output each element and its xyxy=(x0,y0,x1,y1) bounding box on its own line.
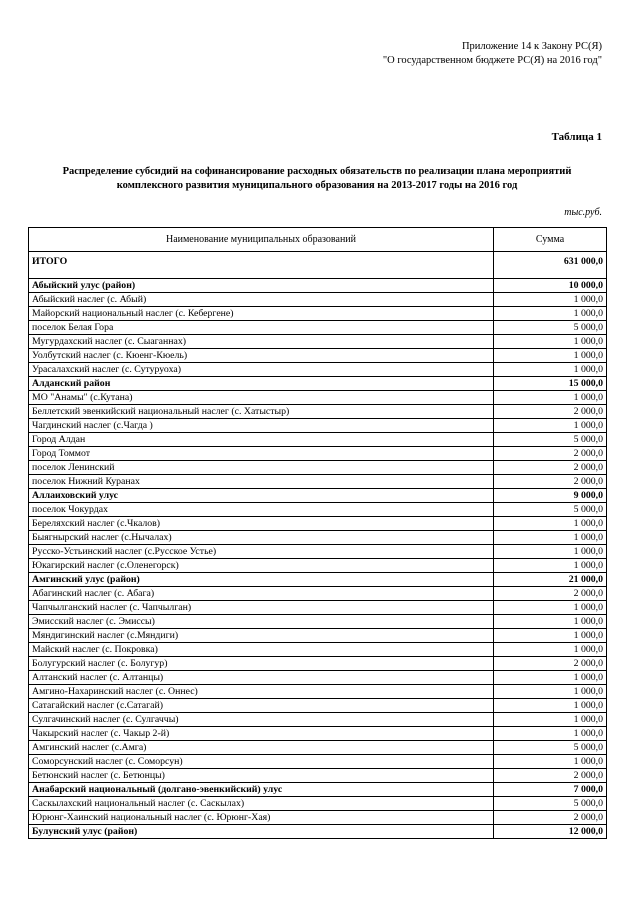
row-name-cell: Болугурский наслег (с. Болугур) xyxy=(29,657,494,671)
row-name-cell: Абагинский наслег (с. Абага) xyxy=(29,587,494,601)
row-name-cell: Майский наслег (с. Покровка) xyxy=(29,643,494,657)
table-row xyxy=(29,531,607,545)
table-row xyxy=(29,405,607,419)
row-name-cell: Юрюнг-Хаинский национальный наслег (с. Юрюнг-Хая) xyxy=(29,811,494,825)
row-amount-cell: 5 000,0 xyxy=(494,741,607,755)
table-row xyxy=(29,349,607,363)
row-name-cell: Урасалахский наслег (с. Сутуруоха) xyxy=(29,363,494,377)
header-amount-cell: Сумма xyxy=(494,228,607,252)
row-amount-cell: 5 000,0 xyxy=(494,321,607,335)
table-row xyxy=(29,601,607,615)
district-row xyxy=(29,783,607,797)
row-name-cell: Булунский улус (район) xyxy=(29,825,494,839)
row-name-cell: Амгинский улус (район) xyxy=(29,573,494,587)
row-name-cell: Город Томмот xyxy=(29,447,494,461)
table-row xyxy=(29,433,607,447)
row-amount-cell: 12 000,0 xyxy=(494,825,607,839)
row-name-cell: Сатагайский наслег (с.Сатагай) xyxy=(29,699,494,713)
table-row xyxy=(29,755,607,769)
row-amount-cell: 2 000,0 xyxy=(494,405,607,419)
row-name-cell: Соморсунский наслег (с. Соморсун) xyxy=(29,755,494,769)
row-amount-cell: 9 000,0 xyxy=(494,489,607,503)
row-amount-cell: 1 000,0 xyxy=(494,629,607,643)
row-name-cell: Юкагирский наслег (с.Оленегорск) xyxy=(29,559,494,573)
row-name-cell: МО "Анамы" (с.Кутана) xyxy=(29,391,494,405)
table-row xyxy=(29,461,607,475)
row-name-cell: Чагдинский наслег (с.Чагда ) xyxy=(29,419,494,433)
row-amount-cell: 5 000,0 xyxy=(494,433,607,447)
row-amount-cell: 1 000,0 xyxy=(494,391,607,405)
row-amount-cell: 21 000,0 xyxy=(494,573,607,587)
table-row xyxy=(29,419,607,433)
row-name-cell: Абыйский наслег (с. Абый) xyxy=(29,293,494,307)
table-row xyxy=(29,615,607,629)
units-label: тыс.руб. xyxy=(564,207,602,218)
total-row xyxy=(29,252,607,279)
table-header-row xyxy=(29,228,607,252)
row-name-cell: Сулгачинский наслег (с. Сулгаччы) xyxy=(29,713,494,727)
row-name-cell: Абыйский улус (район) xyxy=(29,279,494,293)
table-row xyxy=(29,335,607,349)
row-name-cell: Алданский район xyxy=(29,377,494,391)
appendix-reference xyxy=(383,40,602,68)
row-amount-cell: 1 000,0 xyxy=(494,517,607,531)
table-row xyxy=(29,545,607,559)
row-name-cell: Амгино-Нахаринский наслег (с. Оннес) xyxy=(29,685,494,699)
table-row xyxy=(29,587,607,601)
row-amount-cell: 1 000,0 xyxy=(494,335,607,349)
row-name-cell: Беллетский эвенкийский национальный наслег (с. Хатыстыр) xyxy=(29,405,494,419)
row-amount-cell: 1 000,0 xyxy=(494,419,607,433)
district-row xyxy=(29,573,607,587)
row-amount-cell: 2 000,0 xyxy=(494,769,607,783)
row-amount-cell: 7 000,0 xyxy=(494,783,607,797)
row-name-cell: Город Алдан xyxy=(29,433,494,447)
table-row xyxy=(29,363,607,377)
row-amount-cell: 1 000,0 xyxy=(494,671,607,685)
document-title xyxy=(30,165,604,193)
row-amount-cell: 1 000,0 xyxy=(494,615,607,629)
row-name-cell: Уолбутский наслег (с. Кюенг-Кюель) xyxy=(29,349,494,363)
district-row xyxy=(29,489,607,503)
table-row xyxy=(29,475,607,489)
table-row xyxy=(29,671,607,685)
row-name-cell: Русско-Устьинский наслег (с.Русское Устье) xyxy=(29,545,494,559)
table-row xyxy=(29,811,607,825)
total-name-cell: ИТОГО xyxy=(29,252,494,279)
table-row xyxy=(29,629,607,643)
row-name-cell: Чакырский наслег (с. Чакыр 2-й) xyxy=(29,727,494,741)
row-name-cell: Мугурдахский наслег (с. Сыаганнах) xyxy=(29,335,494,349)
appendix-line-2: "О государственном бюджете РС(Я) на 2016 год" xyxy=(382,55,602,66)
row-amount-cell: 5 000,0 xyxy=(494,503,607,517)
row-amount-cell: 15 000,0 xyxy=(494,377,607,391)
appendix-line-1: Приложение 14 к Закону РС(Я) xyxy=(461,41,602,52)
row-name-cell: поселок Нижний Куранах xyxy=(29,475,494,489)
row-name-cell: Береляхский наслег (с.Чкалов) xyxy=(29,517,494,531)
document-title-line-1: Распределение субсидий на софинансирование расходных обязательств по реализации плана мероприятий xyxy=(62,166,572,177)
row-amount-cell: 5 000,0 xyxy=(494,797,607,811)
table-row xyxy=(29,741,607,755)
row-amount-cell: 2 000,0 xyxy=(494,657,607,671)
row-amount-cell: 1 000,0 xyxy=(494,531,607,545)
table-row xyxy=(29,657,607,671)
row-name-cell: Майорский национальный наслег (с. Кебергене) xyxy=(29,307,494,321)
row-name-cell: поселок Белая Гора xyxy=(29,321,494,335)
table-row xyxy=(29,685,607,699)
table-row xyxy=(29,307,607,321)
table-row xyxy=(29,713,607,727)
table-row xyxy=(29,559,607,573)
row-amount-cell: 1 000,0 xyxy=(494,643,607,657)
row-amount-cell: 1 000,0 xyxy=(494,363,607,377)
district-row xyxy=(29,377,607,391)
row-amount-cell: 1 000,0 xyxy=(494,699,607,713)
subsidy-table xyxy=(28,227,607,839)
row-amount-cell: 1 000,0 xyxy=(494,685,607,699)
table-row xyxy=(29,727,607,741)
row-name-cell: поселок Чокурдах xyxy=(29,503,494,517)
table-row xyxy=(29,517,607,531)
table-row xyxy=(29,797,607,811)
row-amount-cell: 1 000,0 xyxy=(494,349,607,363)
row-name-cell: Чапчылганский наслег (с. Чапчылган) xyxy=(29,601,494,615)
row-name-cell: Эмисский наслег (с. Эмиссы) xyxy=(29,615,494,629)
row-amount-cell: 1 000,0 xyxy=(494,559,607,573)
table-row xyxy=(29,643,607,657)
row-amount-cell: 2 000,0 xyxy=(494,811,607,825)
row-name-cell: Алтанский наслег (с. Алтанцы) xyxy=(29,671,494,685)
row-amount-cell: 1 000,0 xyxy=(494,713,607,727)
table-row xyxy=(29,321,607,335)
table-row xyxy=(29,769,607,783)
district-row xyxy=(29,279,607,293)
district-row xyxy=(29,825,607,839)
row-name-cell: Аллаиховский улус xyxy=(29,489,494,503)
row-name-cell: Бетюнский наслег (с. Бетюнцы) xyxy=(29,769,494,783)
table-row xyxy=(29,293,607,307)
table-row xyxy=(29,503,607,517)
document-title-line-2: комплексного развития муниципального образования на 2013-2017 годы на 2016 год xyxy=(116,180,518,191)
header-name-cell: Наименование муниципальных образований xyxy=(29,228,494,252)
row-amount-cell: 2 000,0 xyxy=(494,447,607,461)
row-name-cell: Саскылахский национальный наслег (с. Саскылах) xyxy=(29,797,494,811)
table-row xyxy=(29,391,607,405)
total-amount-cell: 631 000,0 xyxy=(494,252,607,279)
row-amount-cell: 2 000,0 xyxy=(494,587,607,601)
row-amount-cell: 1 000,0 xyxy=(494,601,607,615)
subsidy-table-body xyxy=(29,228,607,839)
table-row xyxy=(29,699,607,713)
row-name-cell: поселок Ленинский xyxy=(29,461,494,475)
row-amount-cell: 2 000,0 xyxy=(494,461,607,475)
row-name-cell: Амгинский наслег (с.Амга) xyxy=(29,741,494,755)
row-amount-cell: 1 000,0 xyxy=(494,293,607,307)
row-amount-cell: 1 000,0 xyxy=(494,307,607,321)
row-amount-cell: 1 000,0 xyxy=(494,727,607,741)
table-label: Таблица 1 xyxy=(551,131,602,143)
row-name-cell: Быягнырский наслег (с.Нычалах) xyxy=(29,531,494,545)
row-amount-cell: 1 000,0 xyxy=(494,755,607,769)
row-name-cell: Мяндигинский наслег (с.Мяндиги) xyxy=(29,629,494,643)
row-amount-cell: 1 000,0 xyxy=(494,545,607,559)
row-amount-cell: 2 000,0 xyxy=(494,475,607,489)
table-row xyxy=(29,447,607,461)
row-name-cell: Анабарский национальный (долгано-эвенкийский) улус xyxy=(29,783,494,797)
row-amount-cell: 10 000,0 xyxy=(494,279,607,293)
